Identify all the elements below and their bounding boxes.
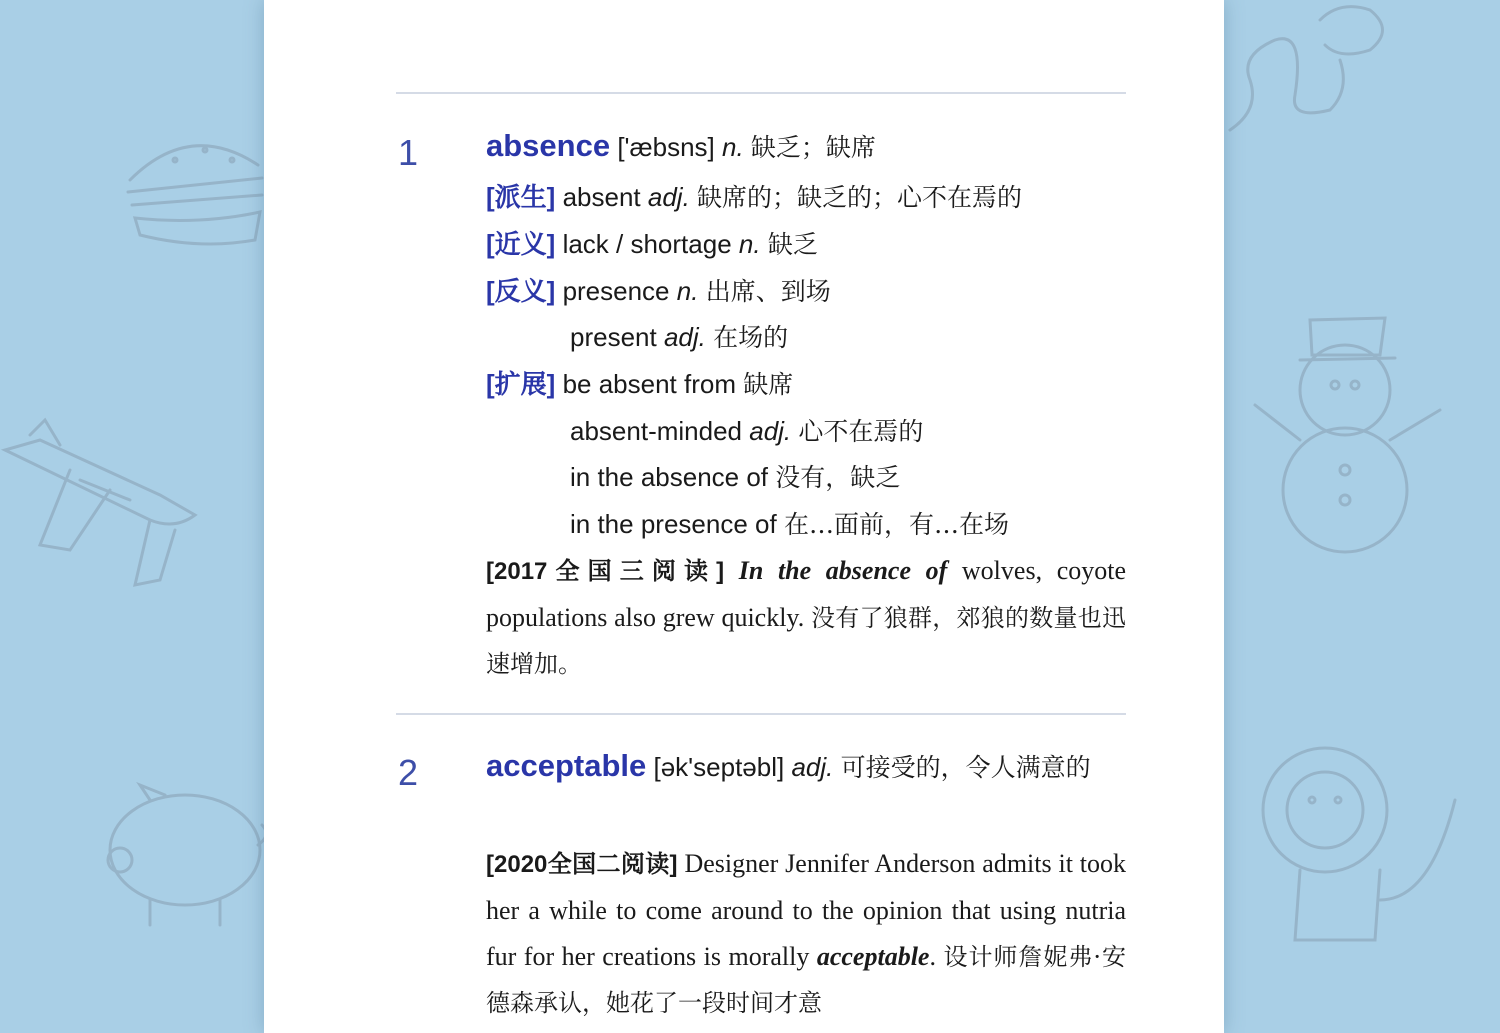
antonym-word: presence (562, 276, 670, 306)
extension-meaning: 没有，缺乏 (775, 463, 901, 492)
synonym-tag: [近义] (486, 229, 556, 259)
headword: acceptable (486, 748, 647, 783)
derivative-meaning: 缺席的；缺乏的；心不在焉的 (697, 183, 1023, 212)
entry-heading (486, 743, 1126, 791)
antonym-word: present (570, 322, 657, 352)
example-text: Designer Jennifer Anderson admits it took her a while to come around to the opinion that using nutria fur for her creations is morally (486, 849, 1127, 971)
extension-line (486, 364, 793, 404)
synonym-word: lack / shortage (562, 229, 732, 259)
extension-tag: [扩展] (486, 369, 556, 399)
antonym-line-2 (570, 317, 788, 357)
part-of-speech: n. (722, 132, 744, 162)
antonym-tag: [反义] (486, 276, 556, 306)
derivative-pos: adj. (647, 182, 690, 212)
example-sentence (486, 841, 1126, 1026)
extension-meaning: 缺席 (743, 370, 794, 399)
antonym-meaning: 出席、到场 (705, 277, 831, 306)
extension-phrase: in the absence of (570, 462, 769, 492)
derivative-tag: [派生] (486, 182, 556, 212)
meaning: 缺乏；缺席 (750, 133, 876, 162)
extension-phrase: in the presence of (570, 509, 777, 539)
divider-middle (396, 713, 1126, 715)
balloon-string-doodle (1230, 7, 1383, 130)
lion-doodle (1263, 748, 1455, 940)
example-text: wolves, coyote populations also grew quickly. (486, 556, 1126, 632)
airplane-doodle (5, 420, 195, 585)
vocabulary-page (264, 0, 1224, 1033)
extension-phrase: be absent from (562, 369, 736, 399)
example-translation: 设计师詹妮弗·安德森承认，她花了一段时间才意 (486, 943, 1127, 1017)
extension-meaning: 在…面前，有…在场 (783, 510, 1009, 539)
example-sentence (486, 548, 1126, 687)
derivative-line (486, 177, 1022, 217)
extension-line-3 (570, 457, 900, 497)
extension-line-4 (570, 504, 1009, 544)
synonym-line (486, 224, 818, 264)
pig-doodle (108, 785, 266, 925)
part-of-speech: adj. (791, 752, 834, 782)
derivative-word: absent (562, 182, 641, 212)
example-period: . (929, 942, 936, 971)
extension-phrase: absent-minded (570, 416, 742, 446)
headword: absence (486, 128, 611, 163)
extension-line-2 (570, 411, 923, 451)
antonym-pos: n. (676, 276, 699, 306)
extension-pos: adj. (749, 416, 792, 446)
synonym-meaning: 缺乏 (767, 230, 818, 259)
antonym-line (486, 271, 831, 311)
example-source: [2017全国三阅读] (486, 558, 725, 585)
divider-top (396, 92, 1126, 94)
example-translation: 没有了狼群，郊狼的数量也迅速增加。 (486, 604, 1127, 678)
example-source: [2020全国二阅读] (486, 851, 678, 878)
extension-meaning: 心不在焉的 (798, 417, 924, 446)
snowman-doodle (1255, 318, 1440, 552)
phonetic: [ək'septəbl] (653, 752, 785, 782)
entry-heading (486, 126, 876, 166)
antonym-pos: adj. (663, 322, 706, 352)
antonym-meaning: 在场的 (713, 323, 789, 352)
meaning: 可接受的，令人满意的 (840, 753, 1091, 782)
phonetic: ['æbsns] (617, 132, 715, 162)
entry-number: 2 (398, 752, 419, 793)
example-highlight: acceptable (816, 942, 930, 971)
entry-number: 1 (398, 132, 419, 173)
example-highlight: In the absence of (738, 556, 948, 585)
synonym-pos: n. (738, 229, 761, 259)
hamburger-doodle (128, 146, 262, 244)
